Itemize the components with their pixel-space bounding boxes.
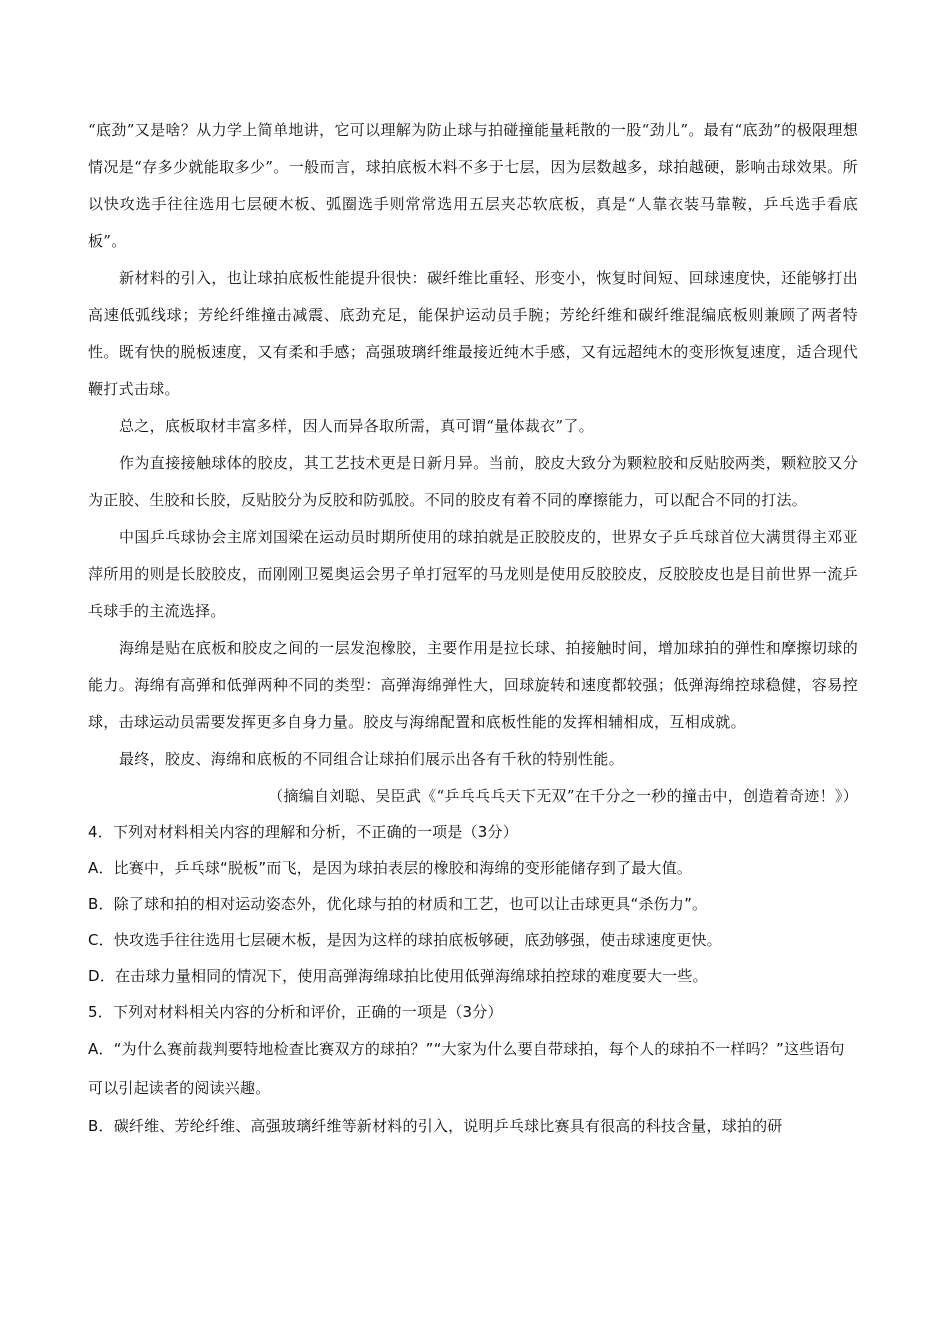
article-body — [88, 112, 858, 814]
question-5 — [88, 994, 858, 1144]
option-a: A．比赛中，乒乓球“脱板”而飞，是因为球拍表层的橡胶和海绵的变形能储存到了最大值。 — [88, 859, 693, 877]
article-paragraph: 最终，胶皮、海绵和底板的不同组合让球拍们展示出各有千秋的特别性能。 — [119, 750, 624, 768]
option-c: C．快攻选手往往选用七层硬木板，是因为这样的球拍底板够硬，底劲够强，使击球速度更快。 — [88, 931, 722, 949]
question-stem: 5．下列对材料相关内容的分析和评价，正确的一项是（3分） — [88, 1003, 503, 1021]
option-d: D．在击球力量相同的情况下，使用高弹海绵球拍比使用低弹海绵球拍控球的难度要大一些。 — [88, 967, 708, 985]
option-b: B．碳纤维、芳纶纤维、高强玻璃纤维等新材料的引入，说明乒乓球比赛具有很高的科技含量，球拍的研 — [88, 1117, 783, 1135]
article-paragraph: 总之，底板取材丰富多样，因人而异各取所需，真可谓“量体裁衣”了。 — [119, 417, 594, 435]
article-paragraph: 新材料的引入，也让球拍底板性能提升很快：碳纤维比重轻、形变小，恢复时间短、回球速度快，还能够打出高速低弧线球；芳纶纤维撞击减震、底劲充足，能保护运动员手腕；芳纶纤维和碳纤维混编底板则兼顾了两者特性。既有快的脱板速度，又有柔和手感；高强玻璃纤维最接近纯木手感，又有远超纯木的变形恢复速度，适合现代鞭打式击球。 — [88, 269, 858, 398]
article-paragraph: 作为直接接触球体的胶皮，其工艺技术更是日新月异。当前，胶皮大致分为颗粒胶和反贴胶两类，颗粒胶又分为正胶、生胶和长胶，反贴胶分为反胶和防弧胶。不同的胶皮有着不同的摩擦能力，可以配合不同的打法。 — [88, 454, 858, 509]
article-source: （摘编自刘聪、吴臣武《“乒乓乓乓天下无双”在千分之一秒的撞击中，创造着奇迹！》） — [268, 787, 858, 805]
article-paragraph: “底劲”又是啥？从力学上简单地讲，它可以理解为防止球与拍碰撞能量耗散的一股“劲儿”。最有“底劲”的极限理想情况是“存多少就能取多少”。一般而言，球拍底板木料不多于七层，因为层数越多，球拍越硬，影响击球效果。所以快攻选手往往选用七层硬木板、弧圈选手则常常选用五层夹芯软底板，真是“人靠衣装马靠鞍，乒乓选手看底板”。 — [88, 121, 858, 250]
question-4 — [88, 814, 858, 994]
article-paragraph: 海绵是贴在底板和胶皮之间的一层发泡橡胶，主要作用是拉长球、拍接触时间，增加球拍的弹性和摩擦切球的能力。海绵有高弹和低弹两种不同的类型：高弹海绵弹性大，回球旋转和速度都较强；低弹海绵控球稳健，容易控球，击球运动员需要发挥更多自身力量。胶皮与海绵配置和底板性能的发挥相辅相成，互相成就。 — [88, 639, 858, 731]
document-page — [88, 112, 858, 1144]
question-stem: 4．下列对材料相关内容的理解和分析，不正确的一项是（3分） — [88, 823, 518, 841]
article-paragraph: 中国乒乓球协会主席刘国梁在运动员时期所使用的球拍就是正胶胶皮的，世界女子乒乓球首位大满贯得主邓亚萍所用的则是长胶胶皮，而刚刚卫冕奥运会男子单打冠军的马龙则是使用反胶胶皮，反胶胶皮也是目前世界一流乒乓球手的主流选择。 — [88, 528, 858, 620]
option-b: B．除了球和拍的相对运动姿态外，优化球与拍的材质和工艺，也可以让击球更具“杀伤力”。 — [88, 895, 708, 913]
option-a: A．“为什么赛前裁判要特地检查比赛双方的球拍？”“大家为什么要自带球拍，每个人的球拍不一样吗？”这些语句可以引起读者的阅读兴趣。 — [88, 1040, 845, 1097]
